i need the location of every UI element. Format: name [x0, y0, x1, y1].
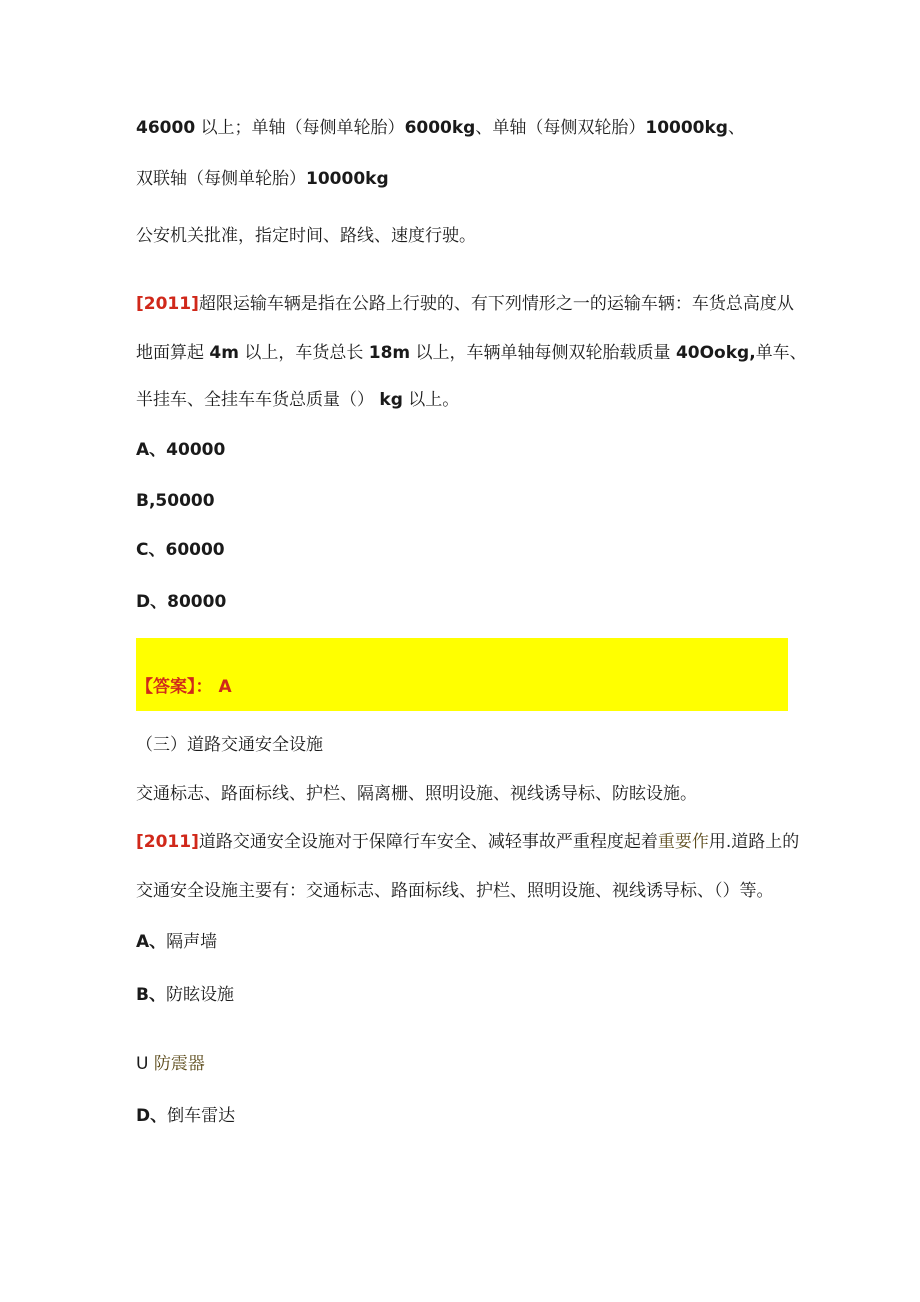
text-segment: 以上。: [408, 390, 460, 410]
text-segment-highlight: 重要作: [657, 832, 709, 852]
option-text: 隔声墙: [166, 932, 218, 952]
text-segment: 超限运输车辆是指在公路上行驶的、有下列情形之一的运输车辆：车货总高度从: [198, 294, 794, 314]
option-text: 80000: [167, 592, 227, 612]
answer-label: 【答案】：: [136, 677, 213, 697]
value-4000kg: 40Ookg,: [675, 343, 756, 363]
year-tag: [2011]: [136, 294, 199, 314]
text-line-police-approval: 公安机关批准，指定时间、路线、速度行驶。: [136, 226, 476, 246]
text-segment: 以上，车货总长: [244, 343, 364, 363]
text-line-tandem-axle: [136, 167, 389, 191]
option-b[interactable]: [136, 489, 215, 513]
option-key: A、: [136, 440, 167, 460]
option-c[interactable]: [136, 1052, 205, 1076]
value-18m: 18m: [368, 343, 411, 363]
option-a[interactable]: [136, 930, 217, 954]
option-b[interactable]: [136, 983, 234, 1007]
value-46000: 46000: [136, 118, 196, 138]
text-segment: 以上；单轴（每侧单轮胎）: [200, 118, 405, 138]
text-segment: 、: [727, 118, 745, 138]
text-line-axle-limits: [136, 116, 745, 140]
value-10000kg: 10000kg: [645, 118, 728, 138]
value-10000kg: 10000kg: [306, 169, 389, 189]
text-segment: 地面算起: [136, 343, 204, 363]
option-key: U: [136, 1054, 149, 1074]
unit-kg: kg: [379, 390, 403, 410]
section-description: 交通标志、路面标线、护栏、隔离栅、照明设施、视线诱导标、防眩设施。: [136, 784, 697, 804]
option-text: 防震器: [153, 1054, 205, 1074]
question-1-line-1: [136, 292, 794, 316]
option-c[interactable]: [136, 538, 225, 562]
option-text: 防眩设施: [165, 985, 234, 1005]
answer-value: A: [218, 677, 232, 697]
option-d[interactable]: [136, 590, 226, 614]
answer-line: [136, 675, 232, 699]
option-a[interactable]: [136, 438, 225, 462]
text-segment: 以上，车辆单轴每侧双轮胎载质量: [415, 343, 671, 363]
year-tag: [2011]: [136, 832, 199, 852]
option-text: 50000: [155, 491, 215, 511]
text-segment: 、单轴（每侧双轮胎）: [475, 118, 646, 138]
option-text: 40000: [166, 440, 226, 460]
text-segment: 道路交通安全设施对于保障行车安全、减轻事故严重程度起着: [198, 832, 658, 852]
section-heading: （三）道路交通安全设施: [136, 735, 323, 755]
option-key: A、: [136, 932, 167, 952]
question-2-line-2: 交通安全设施主要有：交通标志、路面标线、护栏、照明设施、视线诱导标、（）等。: [136, 881, 774, 901]
value-6000kg: 6000kg: [404, 118, 476, 138]
question-1-line-3: [136, 388, 459, 412]
value-4m: 4m: [209, 343, 239, 363]
option-d[interactable]: [136, 1104, 235, 1128]
option-key: B、: [136, 985, 166, 1005]
option-key: C、: [136, 540, 166, 560]
text-segment: 用.道路上的: [708, 832, 800, 852]
text-segment: 单车、: [755, 343, 807, 363]
text-segment: 半挂车、全挂车车货总质量（）: [136, 390, 374, 410]
option-key: D、: [136, 1106, 168, 1126]
answer-highlight-box: [136, 638, 788, 711]
question-2-line-1: [136, 830, 799, 854]
question-1-line-2: [136, 341, 807, 365]
option-key: B,: [136, 491, 156, 511]
option-text: 倒车雷达: [167, 1106, 236, 1126]
option-text: 60000: [165, 540, 225, 560]
text-segment: 双联轴（每侧单轮胎）: [136, 169, 306, 189]
option-key: D、: [136, 592, 168, 612]
